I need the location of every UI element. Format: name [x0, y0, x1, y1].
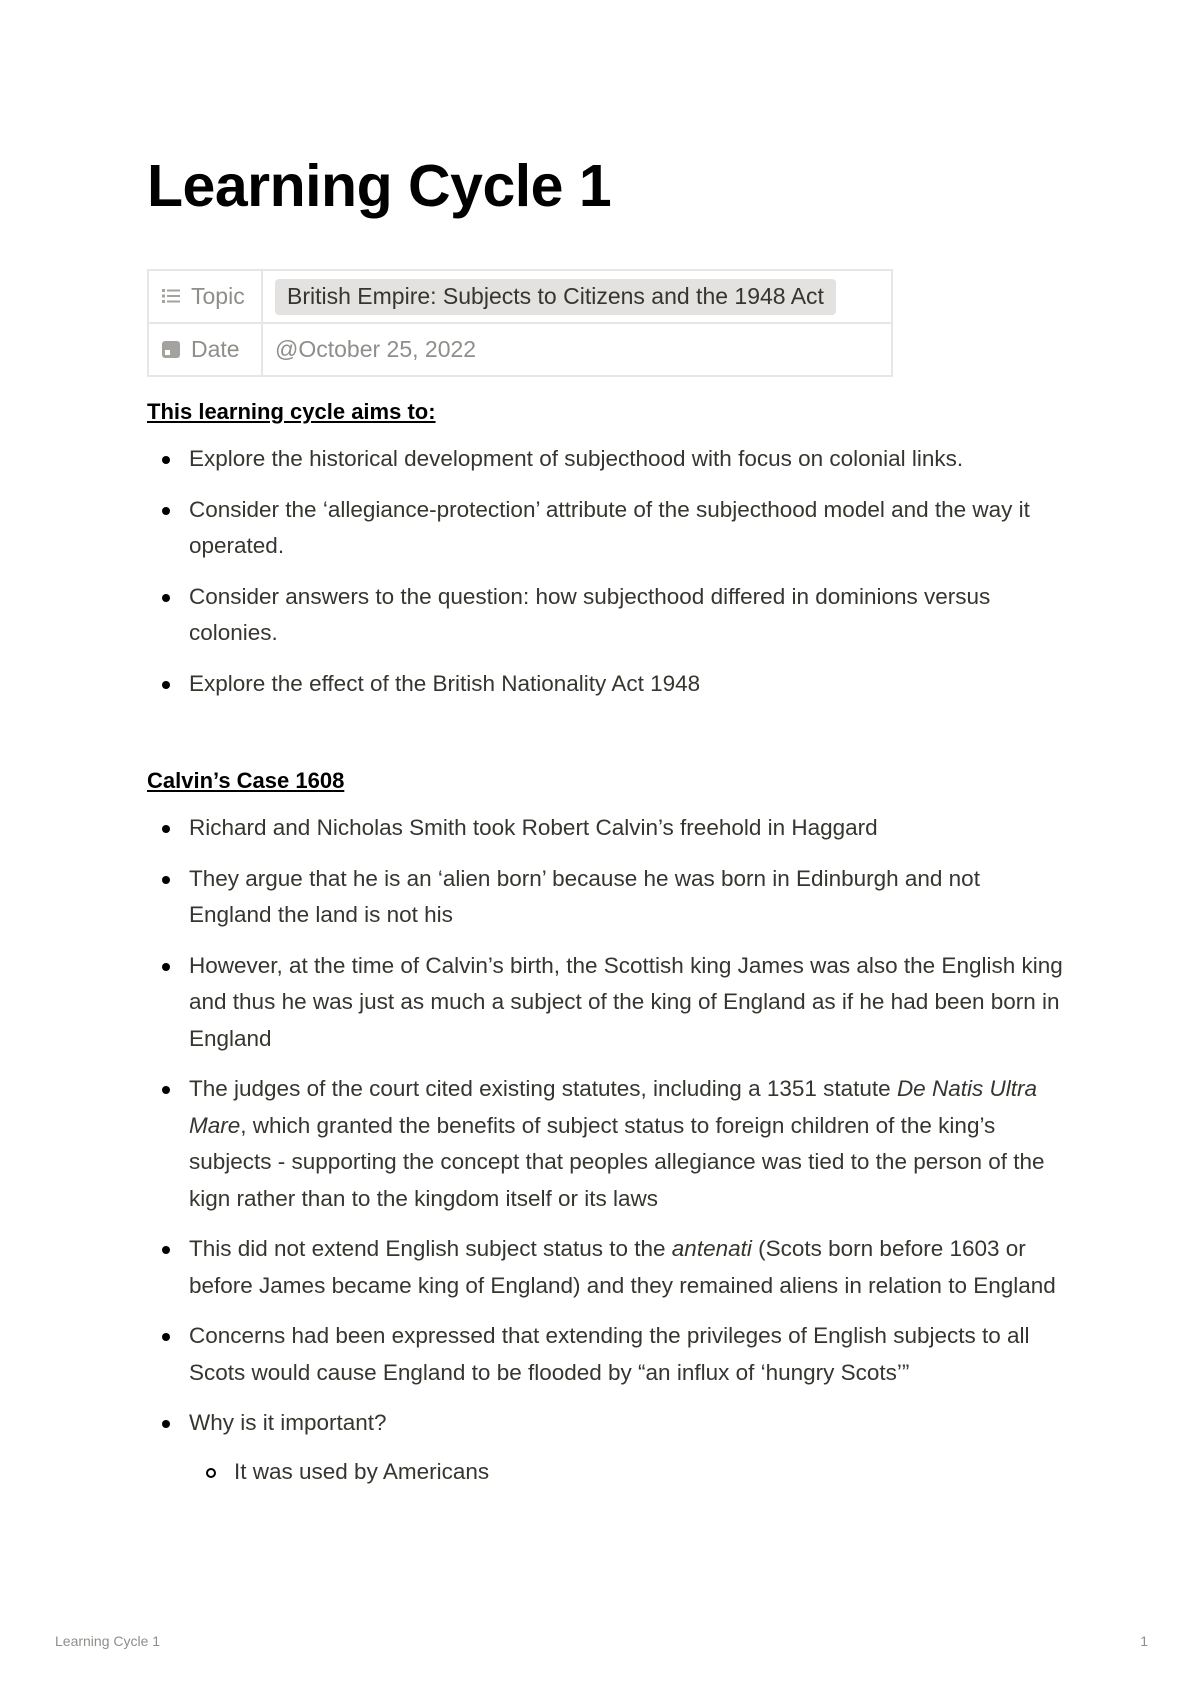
sub-list	[189, 1454, 1067, 1491]
antenati-term: antenati	[671, 1236, 752, 1261]
list-item-text: , which granted the benefits of subject status to foreign children of the king’s subjects - supporting the concept that peoples allegiance was tied to the person of the kign rather than to the kingdom itself or its laws	[189, 1112, 1045, 1211]
list-item: Consider answers to the question: how subjecthood differed in dominions versus colonies.	[147, 579, 1067, 652]
topic-label: Topic	[191, 283, 245, 309]
aims-heading: This learning cycle aims to:	[147, 399, 436, 424]
property-row-date	[148, 323, 892, 376]
list-item-text: The judges of the court cited existing statutes, including a 1351 statute	[189, 1076, 897, 1101]
list-item: Richard and Nicholas Smith took Robert Calvin’s freehold in Haggard	[147, 810, 1067, 847]
list-item: However, at the time of Calvin’s birth, the Scottish king James was also the English king and thus he was just as much a subject of the king of England as if he had been born in England	[147, 948, 1067, 1058]
statute-name: De Natis Ultra Mare	[189, 1076, 1037, 1138]
list-item: Explore the effect of the British Nationality Act 1948	[147, 666, 1067, 703]
list-item-text: This did not extend English subject status to the	[189, 1236, 672, 1261]
list-item: Explore the historical development of subjecthood with focus on colonial links.	[147, 441, 1067, 478]
footer-page-number: 1	[1140, 1633, 1148, 1649]
sub-list-item: It was used by Americans	[189, 1454, 1067, 1491]
date-value[interactable]: @October 25, 2022	[275, 336, 477, 362]
list-item	[147, 1405, 1067, 1490]
list-item	[147, 1071, 1067, 1217]
properties-table	[147, 269, 893, 377]
aims-list	[147, 441, 1067, 702]
list-item-text: Why is it important?	[189, 1410, 387, 1435]
topic-tag[interactable]: British Empire: Subjects to Citizens and the 1948 Act	[275, 279, 836, 315]
list-item: Consider the ‘allegiance-protection’ attribute of the subjecthood model and the way it operated.	[147, 492, 1067, 565]
calvin-list	[147, 810, 1067, 1490]
list-icon	[161, 286, 181, 306]
property-value-cell[interactable]	[262, 270, 892, 323]
property-label-cell	[148, 323, 262, 376]
page-title: Learning Cycle 1	[147, 153, 612, 219]
property-label-cell	[148, 270, 262, 323]
list-item-text: (Scots born before 1603 or before James became king of England) and they remained aliens in relation to England	[189, 1236, 1056, 1298]
document-page	[147, 150, 1067, 1490]
property-value-cell[interactable]	[262, 323, 892, 376]
calendar-icon	[161, 339, 181, 359]
list-item: Concerns had been expressed that extending the privileges of English subjects to all Scots would cause England to be flooded by “an influx of ‘hungry Scots’”	[147, 1318, 1067, 1391]
date-label: Date	[191, 336, 240, 362]
list-item	[147, 1231, 1067, 1304]
calvin-heading: Calvin’s Case 1608	[147, 768, 345, 793]
footer-doc-title: Learning Cycle 1	[55, 1633, 161, 1649]
list-item: They argue that he is an ‘alien born’ because he was born in Edinburgh and not England the land is not his	[147, 861, 1067, 934]
property-row-topic	[148, 270, 892, 323]
